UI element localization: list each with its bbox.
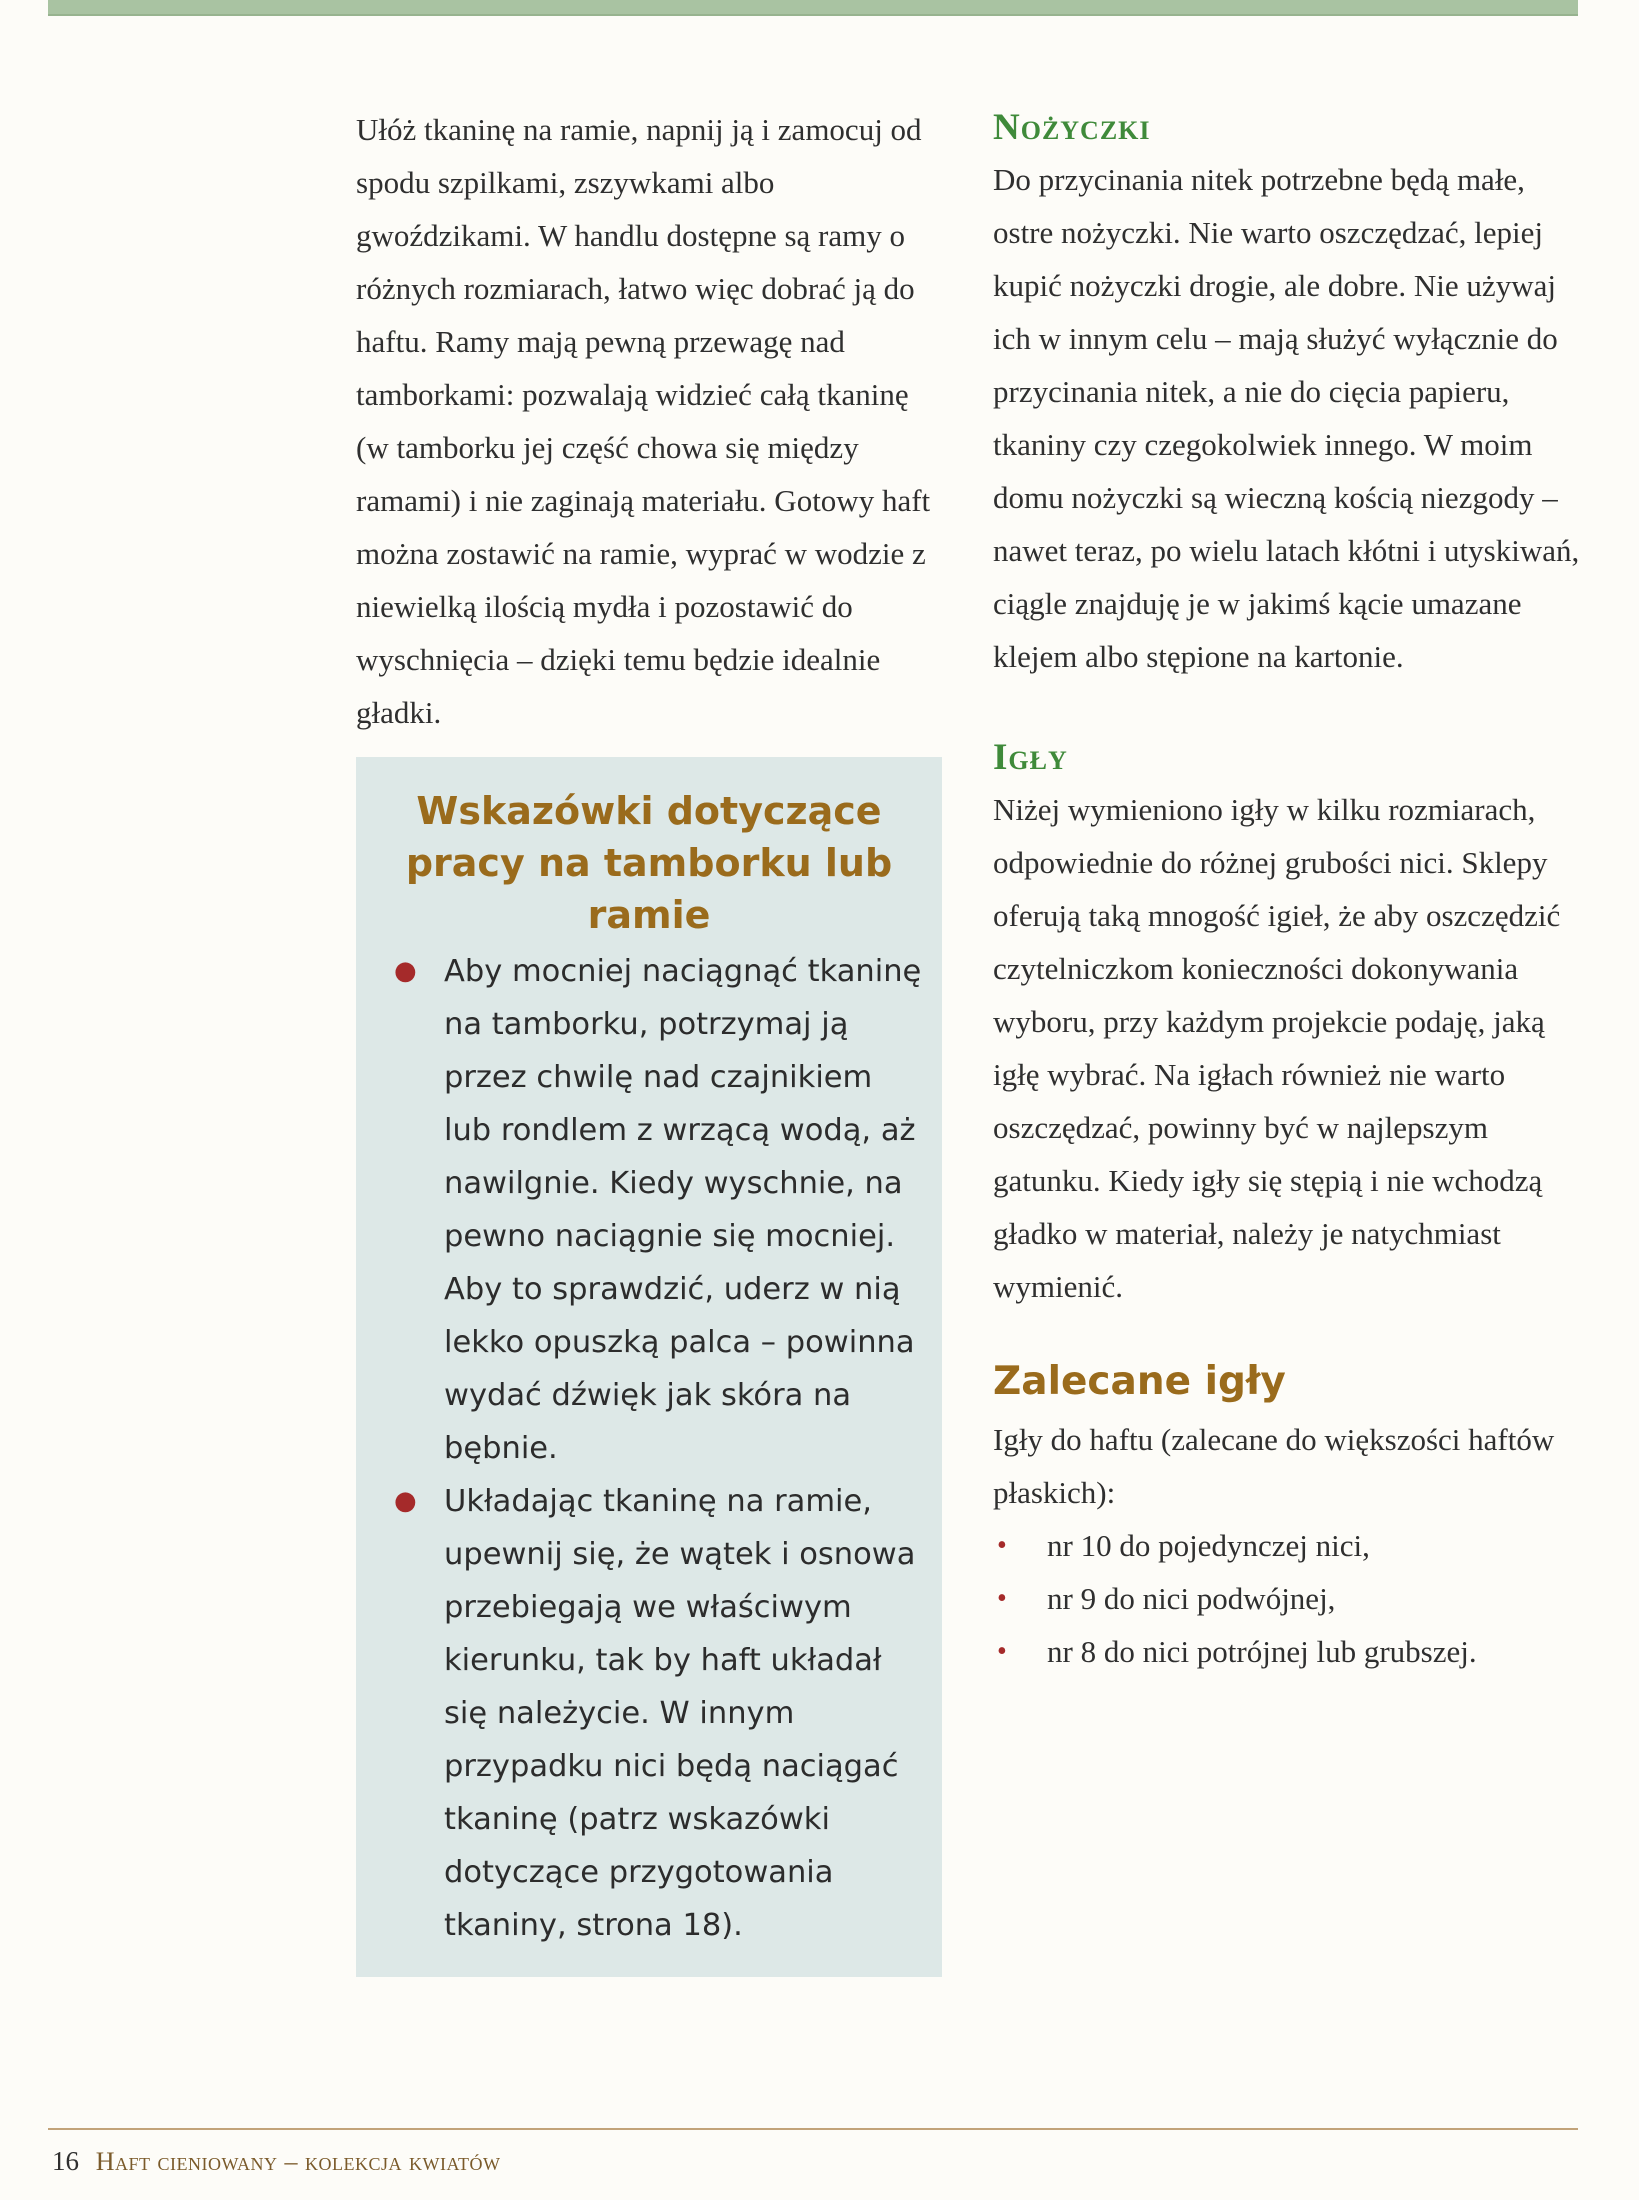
list-item <box>993 1625 1583 1678</box>
tip-list <box>374 945 924 1952</box>
scissors-text: Do przycinania nitek potrzebne będą małe, ostre nożyczki. Nie warto oszczędzać, lepiej kupić nożyczki drogie, ale dobre. Nie używaj ich w innym celu – mają służyć wyłącznie do przycinania nitek, a nie do cięcia papieru, tkaniny czy czegokolwiek innego. W moim domu nożyczki są wieczną kością niezgody – nawet teraz, po wielu latach kłótni i utyskiwań, ciągle znajduję je w jakimś kącie umazane klejem albo stępione na kartonie. <box>993 162 1580 674</box>
bullet-icon: • <box>997 1530 1007 1561</box>
bullet-icon: ● <box>394 956 417 986</box>
needle-size-list <box>993 1519 1583 1678</box>
bullet-icon: ● <box>394 1486 417 1516</box>
tip-item <box>374 1475 924 1952</box>
bullet-icon: • <box>997 1636 1007 1667</box>
scissors-heading: Nożyczki <box>993 107 1151 148</box>
footer-rule <box>48 2128 1578 2130</box>
tip-box-title: Wskazówki dotyczące pracy na tamborku lub ramie <box>405 789 893 937</box>
tip-box <box>356 757 942 1977</box>
recommended-intro: Igły do haftu (zalecane do większości haftów płaskich): <box>993 1422 1555 1510</box>
recommended-needles-heading: Zalecane igły <box>993 1359 1286 1404</box>
page-footer <box>52 2146 500 2177</box>
needle-size-text: nr 8 do nici potrójnej lub grubszej. <box>1047 1634 1477 1669</box>
left-column <box>356 103 946 739</box>
tip-item-text: Aby mocniej naciągnąć tkaninę na tamborku, potrzymaj ją przez chwilę nad czajnikiem lub rondlem z wrzącą wodą, aż nawilgnie. Kiedy wyschnie, na pewno naciągnie się mocniej. Aby to sprawdzić, uderz w nią lekko opuszką palca – powinna wydać dźwięk jak skóra na bębnie. <box>444 954 922 1466</box>
list-item <box>993 1519 1583 1572</box>
page-number: 16 <box>52 2146 79 2176</box>
running-title: Haft cieniowany – kolekcja kwiatów <box>95 2147 501 2176</box>
right-column <box>993 103 1583 1678</box>
bullet-icon: • <box>997 1583 1007 1614</box>
needles-text: Niżej wymieniono igły w kilku rozmiarach, odpowiednie do różnej grubości nici. Sklepy oferują taką mnogość igieł, że aby oszczędzić czytelniczkom konieczności dokonywania wyboru, przy każdym projekcie podaję, jaką igłę wybrać. Na igłach również nie warto oszczędzać, powinny być w najlepszym gatunku. Kiedy igły się stępią i nie wchodzą gładko w materiał, należy je natychmiast wymienić. <box>993 792 1561 1304</box>
needle-size-text: nr 10 do pojedynczej nici, <box>1047 1528 1370 1563</box>
list-item <box>993 1572 1583 1625</box>
tip-item-text: Układając tkaninę na ramie, upewnij się, że wątek i osnowa przebiegają we właściwym kierunku, tak by haft układał się należycie. W innym przypadku nici będą naciągać tkaninę (patrz wskazówki dotyczące przygotowania tkaniny, strona 18). <box>444 1484 916 1943</box>
needles-heading: Igły <box>993 737 1068 778</box>
needle-size-text: nr 9 do nici podwójnej, <box>1047 1581 1336 1616</box>
top-color-band <box>48 0 1578 16</box>
left-paragraph: Ułóż tkaninę na ramie, napnij ją i zamocuj od spodu szpilkami, zszywkami albo gwoździkami. W handlu dostępne są ramy o różnych rozmiarach, łatwo więc dobrać ją do haftu. Ramy mają pewną przewagę nad tamborkami: pozwalają widzieć całą tkaninę (w tamborku jej część chowa się między ramami) i nie zaginają materiału. Gotowy haft można zostawić na ramie, wyprać w wodzie z niewielką ilością mydła i pozostawić do wyschnięcia – dzięki temu będzie idealnie gładki. <box>356 112 931 730</box>
tip-item <box>374 945 924 1475</box>
